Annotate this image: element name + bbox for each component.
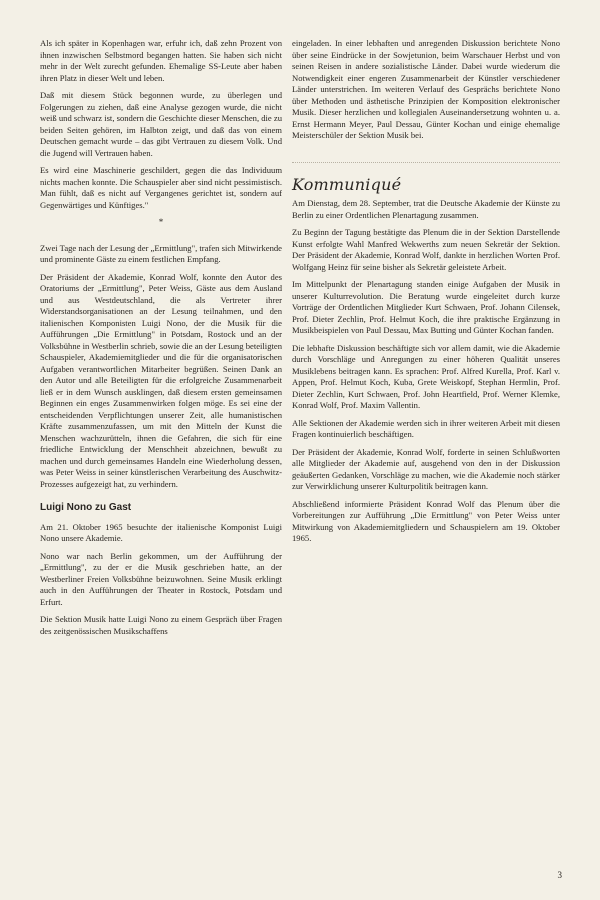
- paragraph: Die Sektion Musik hatte Luigi Nono zu einem Gespräch über Fragen des zeitgenössischen Musikschaffens: [40, 614, 282, 636]
- paragraph: Die lebhafte Diskussion beschäftigte sich vor allem damit, wie die Akademie durch Vorschläge und Anregungen zu einer höheren Qualität unseres Musiklebens beitragen kann. Es sprachen: Prof. Alfred Kurella, Prof. Karl v. Appen, Prof. Helmut Koch, Kuba, Grete Weiskopf, Stephan Hermlin, Prof. Dieter Zechlin, Kurt Schwaen, Prof. John Heartfield, Prof. Werner Klemke, Konrad Wolf, Prof. Maxim Vallentin.: [292, 342, 560, 410]
- paragraph: Am 21. Oktober 1965 besuchte der italienische Komponist Luigi Nono unsere Akademie.: [40, 521, 282, 543]
- section-divider-star: *: [158, 217, 164, 227]
- section-heading-kommunique: Kommuniqué: [292, 174, 402, 194]
- paragraph: Es wird eine Maschinerie geschildert, gegen die das Individuum nichts machen konnte. Die Schauspieler aber sind nicht pessimistisch. Man fühlt, daß es nicht auf Vergangenes gerichtet ist, sondern auf Gegenwärtiges und Künftiges.": [40, 165, 282, 210]
- paragraph: Nono war nach Berlin gekommen, um der Aufführung der „Ermittlung", zu der er die Musik geschrieben hatte, an der Westberliner Freien Volksbühne beizuwohnen. Seine Musik erklingt auch in den Aufführungen der Theater in Rostock, Potsdam und Erfurt.: [40, 550, 282, 607]
- paragraph: Der Präsident der Akademie, Konrad Wolf, konnte den Autor des Oratoriums der „Ermittlung", Peter Weiss, Gäste aus dem Ausland und aus Westdeutschland, die als Vertreter ihrer Widerstandsorganisationen an der Lesung teilnahmen, und den italienischen Komponisten Luigi Nono, der die Musik für die Aufführungen „Die Ermittlung" in Potsdam, Rostock und an der Volksbühne in Westberlin schrieb, sowie die an der Lesung beteiligten Schauspieler, Akademiemitglieder und die für die organisatorischen Aufgaben verantwortlichen Mitarbeiter begrüßen. Seinen Dank an den Autor und alle Beteiligten für die erfolgreiche Zusammenarbeit ließ er in dem Wunsch ausklingen, daß diesem ersten gemeinsamen Beginnen ein enges Zusammenwirken folgen möge. Es sei eine der entscheidenden Verpflichtungen unserer Zeit, alle humanistischen Kräfte zusammenzufassen, um mit den Mitteln der Kunst die Menschen wachzurütteln, ihnen die Gefahren, die sich für eine friedliche Entwicklung der Menschheit abzeichnen, bewußt zu machen und durch gemeinsames Handeln eine Wiederholung dessen, was Peter Weiss in seiner künstlerischen Verarbeitung des Auschwitz-Prozesses aufgezeigt hat, zu verhindern.: [40, 271, 282, 489]
- paragraph: Der Präsident der Akademie, Konrad Wolf, forderte in seinen Schlußworten alle Mitglieder der Akademie auf, ausgehend von den in der Diskussion geäußerten Gedanken, Vorschläge zu machen, wie die Akademie noch stärker zur Verwirklichung unserer Kulturpolitik beitragen kann.: [292, 446, 560, 491]
- page-number: 3: [557, 870, 562, 880]
- paragraph: Daß mit diesem Stück begonnen wurde, zu überlegen und Folgerungen zu ziehen, daß eine Analyse gezogen wurde, die nicht weiß und schwarz ist, sondern die Geschichte dieser Menschen, die zu beiden Seiten gehören, im Halbton zeigt, und daß das von einem Deutschen gemacht wurde – das gibt Vertrauen zu diesem Volk. Und die Jugend will Vertrauen haben.: [40, 90, 282, 158]
- paragraph: Als ich später in Kopenhagen war, erfuhr ich, daß zehn Prozent von ihnen inzwischen Selbstmord begangen hatten. Sie haben sich nicht mehr in der Welt zurecht gefunden. Ehemalige SS-Leute aber haben ihren Platz in dieser Welt und leben.: [40, 38, 282, 83]
- paragraph: Zu Beginn der Tagung bestätigte das Plenum die in der Sektion Darstellende Kunst erfolgte Wahl Manfred Wekwerths zum neuen Sekretär der Sektion. Der Präsident der Akademie, Konrad Wolf, dankte in herzlichen Worten Prof. Wolfgang Heinz für seine bisher als Sekretär geleistete Arbeit.: [292, 227, 560, 272]
- right-column: [292, 38, 560, 551]
- paragraph: Zwei Tage nach der Lesung der „Ermittlung", trafen sich Mitwirkende und prominente Gäste zu einem festlichen Empfang.: [40, 242, 282, 264]
- paragraph: Abschließend informierte Präsident Konrad Wolf das Plenum über die Vorbereitungen zur Aufführung „Die Ermittlung" von Peter Weiss unter Mitwirkung von Akademiemitgliedern und Schauspielern am 19. Oktober 1965.: [292, 498, 560, 543]
- divider: [292, 162, 560, 163]
- paragraph: Im Mittelpunkt der Plenartagung standen einige Aufgaben der Musik in unserer Kulturrevolution. Die Beratung wurde eingeleitet durch kurze Vorträge der Ordentlichen Mitglieder Kurt Schwaen, Prof. Johann Cilensek, Prof. Dieter Zechlin, Prof. Helmut Koch, die ihre praktische Ergänzung in Musikbeispielen von Paul Dessau, Max Butting und Günter Kochan fanden.: [292, 279, 560, 335]
- paragraph: Am Dienstag, dem 28. September, trat die Deutsche Akademie der Künste zu Berlin zu einer Ordentlichen Plenartagung zusammen.: [292, 198, 560, 220]
- section-heading-nono: Luigi Nono zu Gast: [40, 502, 132, 513]
- paragraph: eingeladen. In einer lebhaften und anregenden Diskussion berichtete Nono über seine Eindrücke in der Sowjetunion, beim Warschauer Herbst und von seinen Reisen in andere sozialistische Länder. Dabei wurde wiederum die Notwendigkeit einer engeren Zusammenarbeit der Künstler verschiedener Länder unterstrichen. Im weiteren Verlauf des Gesprächs berichtete Nono über Methoden und ästhetische Prinzipien der Komposition elektronischer Musik. Dieser herzlichen und kollegialen Auseinandersetzung wohnten u. a. Ernst Hermann Meyer, Paul Dessau, Günter Kochan und einige ehemalige Meisterschüler der Sektion Musik bei.: [292, 38, 560, 140]
- paragraph: Alle Sektionen der Akademie werden sich in ihrer weiteren Arbeit mit diesen Fragen kontinuierlich beschäftigen.: [292, 417, 560, 439]
- left-column: [40, 38, 282, 643]
